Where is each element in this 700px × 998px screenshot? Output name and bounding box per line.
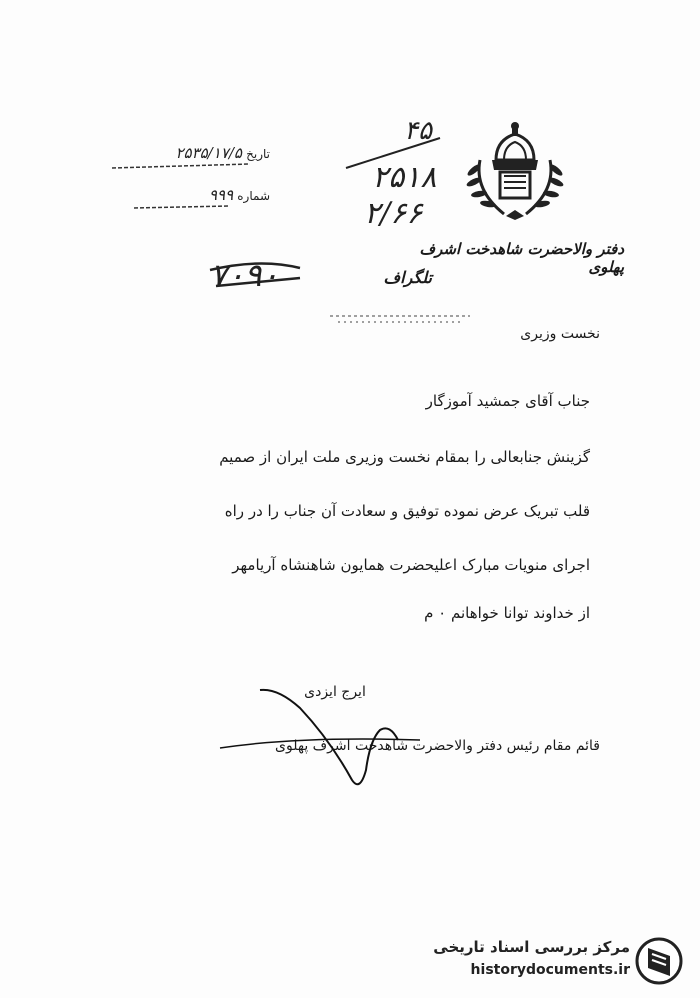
- date-field: [110, 144, 270, 162]
- number-label: شماره: [237, 189, 270, 203]
- salutation: جناب آقای جمشید آموزگار: [425, 392, 590, 410]
- watermark-title: مرکز بررسی اسناد تاریخی: [433, 938, 630, 956]
- number-value: ۹۹۹: [208, 186, 234, 204]
- number-field: [130, 186, 270, 204]
- letter-line-4: از خداوند توانا خواهانم ۰ م: [424, 604, 590, 622]
- signer-title: قائم مقام رئیس دفتر والاحضرت شاهدخت اشرف پهلوی: [275, 738, 600, 754]
- archive-logo-icon: [634, 936, 684, 986]
- date-label: تاریخ: [246, 147, 270, 161]
- date-value: ۲۵۳۵/۱۷/۵: [175, 144, 242, 162]
- signer-name: ایرج ایزدی: [304, 684, 366, 700]
- letter-line-1: گزینش جنابعالی را بمقام نخست وزیری ملت ایران از صمیم: [219, 448, 590, 466]
- watermark-url: historydocuments.ir: [470, 962, 630, 978]
- margin-note-middle: ۲۵۱۸: [372, 160, 437, 195]
- letter-line-2: قلب تبریک عرض نموده توفیق و سعادت آن جناب را در راه: [224, 502, 590, 520]
- handwritten-reference: ۷۰۹۰: [210, 256, 279, 294]
- office-title: دفتر والاحضرت شاهدخت اشرف پهلوی: [419, 240, 624, 276]
- margin-note-top: ۴۵: [404, 116, 432, 146]
- crown-emblem-icon: [452, 120, 578, 230]
- recipient-office: نخست وزیری: [520, 326, 600, 342]
- margin-note-lower: ۲/۶۶: [364, 196, 423, 231]
- telegraph-label: تلگراف: [383, 268, 432, 287]
- letter-line-3: اجرای منویات مبارک اعلیحضرت همایون شاهنشاه آریامهر: [232, 556, 590, 574]
